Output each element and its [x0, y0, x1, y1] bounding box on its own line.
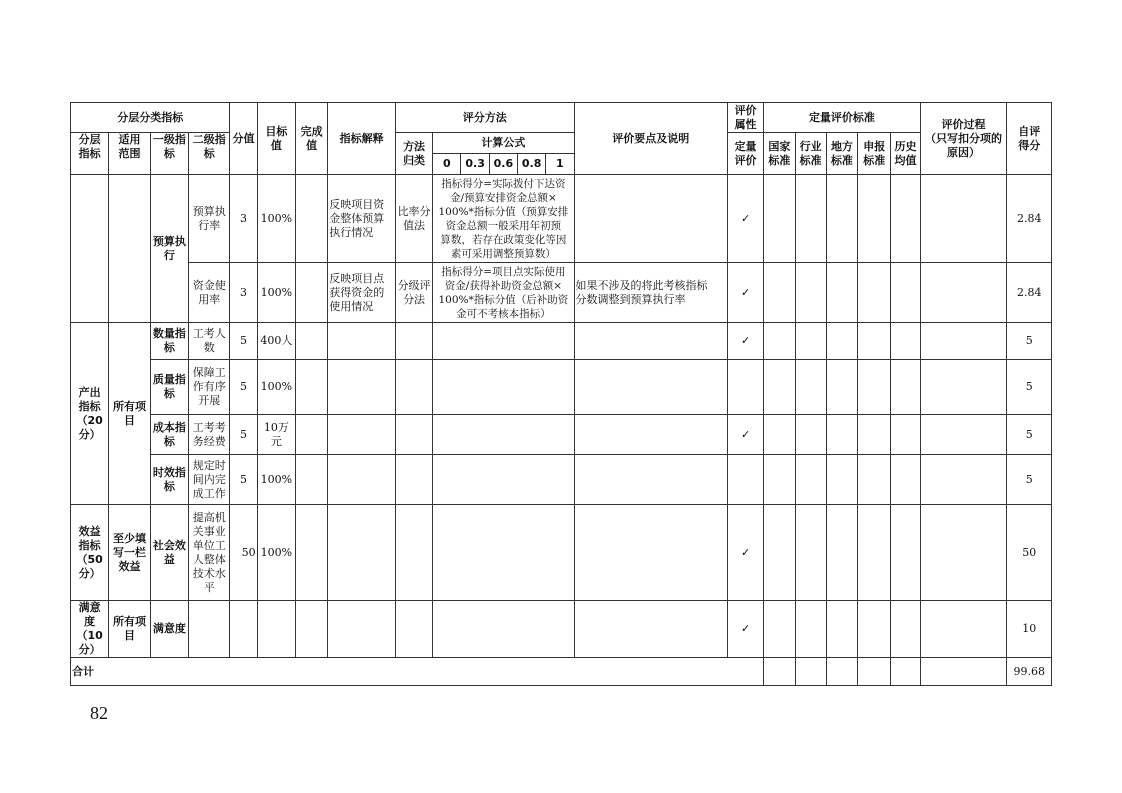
- header-layer: 分层 指标: [71, 133, 109, 175]
- cell-check: ✓: [727, 415, 763, 455]
- header-declared: 申报 标准: [858, 133, 891, 175]
- page-number: 82: [90, 703, 108, 723]
- cell-check: ✓: [727, 323, 763, 360]
- formula-0: 0: [433, 154, 461, 175]
- table-row: [71, 601, 1052, 658]
- cell-layer: 满意 度（10 分）: [71, 601, 109, 658]
- header-national: 国家 标准: [764, 133, 795, 175]
- cell-level2: 工考考 务经费: [189, 415, 230, 455]
- cell-formula: 指标得分=实际拨付下达资 金/预算安排资金总额× 100%*指标分值（预算安排 资金总额一般采用年初预 算数，若存在政策变化等因 素可采用调整预算数）: [433, 175, 574, 263]
- cell-target: 100%: [257, 360, 295, 415]
- cell-level1: 成本指 标: [150, 415, 188, 455]
- header-quant-std: 定量评价标准: [764, 103, 920, 133]
- cell-check: ✓: [727, 505, 763, 601]
- cell-target: 100%: [257, 263, 295, 323]
- cell-check: ✓: [727, 601, 763, 658]
- cell-formula: 指标得分=项目点实际使用 资金/获得补助资金总额× 100%*指标分值（后补助资 金可不考核本指标）: [433, 263, 574, 323]
- cell-self-score: 5: [1007, 360, 1052, 415]
- header-method-cat: 方法 归类: [395, 133, 432, 175]
- cell-target: 400人: [257, 323, 295, 360]
- cell-level2: 预算执 行率: [189, 175, 230, 263]
- table-row: [71, 323, 1052, 360]
- cell-layer: 效益 指标 （50 分）: [71, 505, 109, 601]
- cell-target: 100%: [257, 175, 295, 263]
- cell-score: 50: [230, 505, 257, 601]
- cell-target: 10万 元: [257, 415, 295, 455]
- total-label: 合计: [71, 658, 764, 686]
- header-completion: 完成 值: [296, 103, 328, 175]
- cell-score: 5: [230, 415, 257, 455]
- cell-self-score: 50: [1007, 505, 1052, 601]
- formula-06: 0.6: [489, 154, 517, 175]
- cell-self-score: 5: [1007, 323, 1052, 360]
- cell-scope: 至少填 写一栏 效益: [109, 505, 150, 601]
- header-level2: 二级指 标: [189, 133, 230, 175]
- header-industry: 行业 标准: [795, 133, 826, 175]
- cell-level1: 社会效 益: [150, 505, 188, 601]
- formula-03: 0.3: [461, 154, 489, 175]
- cell-key-points: [574, 175, 727, 263]
- cell-level2: 提高机 关事业 单位工 人整体 技术水 平: [189, 505, 230, 601]
- cell-check: ✓: [727, 263, 763, 323]
- total-row: [71, 658, 1052, 686]
- cell-completion: [296, 175, 328, 263]
- table-row: [71, 415, 1052, 455]
- table-row: [71, 455, 1052, 505]
- total-value: 99.68: [1007, 658, 1052, 686]
- formula-1: 1: [546, 154, 574, 175]
- header-self-score: 自评 得分: [1007, 103, 1052, 175]
- cell-key-points: 如果不涉及的将此考核指标 分数调整到预算执行率: [574, 263, 727, 323]
- header-quant-eval: 定量 评价: [727, 133, 763, 175]
- header-attr: 评价 属性: [727, 103, 763, 133]
- table-row: [71, 360, 1052, 415]
- cell-level1: 满意度: [150, 601, 188, 658]
- cell-self-score: 2.84: [1007, 175, 1052, 263]
- cell-score: 5: [230, 323, 257, 360]
- cell-target: 100%: [257, 505, 295, 601]
- cell-score: 5: [230, 455, 257, 505]
- evaluation-table: [70, 102, 1052, 686]
- cell-score: 3: [230, 263, 257, 323]
- cell-method: 分级评 分法: [395, 263, 432, 323]
- cell-self-score: 10: [1007, 601, 1052, 658]
- cell-self-score: 5: [1007, 415, 1052, 455]
- cell-layer: [71, 175, 109, 323]
- header-classification: 分层分类指标: [71, 103, 230, 133]
- cell-target: 100%: [257, 455, 295, 505]
- cell-check: [727, 455, 763, 505]
- cell-explanation: 反映项目资 金整体预算 执行情况: [328, 175, 396, 263]
- cell-level1: 预算执 行: [150, 175, 188, 323]
- cell-level2: 保障工 作有序 开展: [189, 360, 230, 415]
- cell-check: ✓: [727, 175, 763, 263]
- cell-method: 比率分 值法: [395, 175, 432, 263]
- table-row: [71, 505, 1052, 601]
- cell-explanation: 反映项目点 获得资金的 使用情况: [328, 263, 396, 323]
- cell-level2: 工考人 数: [189, 323, 230, 360]
- header-process: 评价过程 （只写扣分项的 原因）: [920, 103, 1007, 175]
- header-score: 分值: [230, 103, 257, 175]
- cell-level2: 规定时 间内完 成工作: [189, 455, 230, 505]
- cell-self-score: 5: [1007, 455, 1052, 505]
- cell-level1: 时效指 标: [150, 455, 188, 505]
- table-row: [71, 263, 1052, 323]
- header-key-points: 评价要点及说明: [574, 103, 727, 175]
- header-history: 历史 均值: [891, 133, 920, 175]
- header-local: 地方 标准: [826, 133, 857, 175]
- cell-level1: 质量指 标: [150, 360, 188, 415]
- cell-level1: 数量指 标: [150, 323, 188, 360]
- header-level1: 一级指 标: [150, 133, 188, 175]
- cell-scope: 所有项 目: [109, 323, 150, 505]
- header-explanation: 指标解释: [328, 103, 396, 175]
- header-formula: 计算公式: [433, 133, 574, 154]
- cell-scope: 所有项 目: [109, 601, 150, 658]
- table-row: [71, 175, 1052, 263]
- cell-score: 5: [230, 360, 257, 415]
- formula-08: 0.8: [517, 154, 545, 175]
- cell-completion: [296, 263, 328, 323]
- header-target: 目标 值: [257, 103, 295, 175]
- cell-layer: 产出 指标 （20 分）: [71, 323, 109, 505]
- header-method-group: 评分方法: [395, 103, 574, 133]
- cell-score: 3: [230, 175, 257, 263]
- cell-level2: 资金使 用率: [189, 263, 230, 323]
- header-scope: 适用 范围: [109, 133, 150, 175]
- cell-scope: [109, 175, 150, 323]
- cell-self-score: 2.84: [1007, 263, 1052, 323]
- cell-check: [727, 360, 763, 415]
